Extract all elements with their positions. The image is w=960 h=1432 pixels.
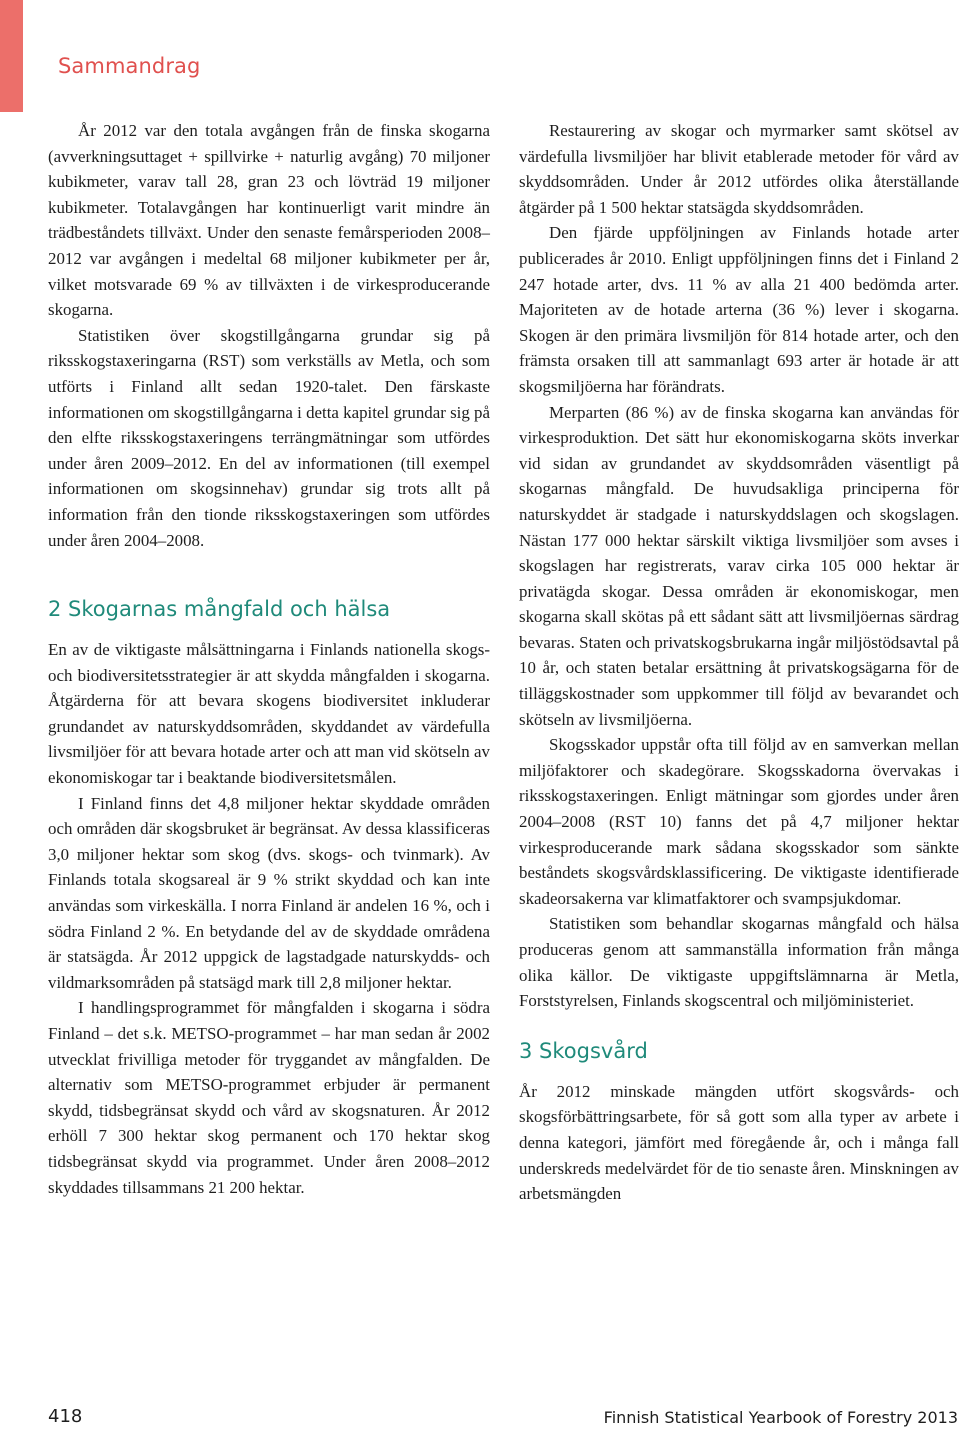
right-column xyxy=(519,118,959,1207)
body-paragraph: År 2012 minskade mängden utfört skogsvårds- och skogsförbättringsarbete, för så gott som alla typer av arbete i denna kategori, jämfört med föregående år, och i många fall underskreds medelvärdet för de tio senaste åren. Minskningen av arbetsmängden xyxy=(519,1081,959,1204)
body-paragraph: Skogsskador uppstår ofta till följd av en samverkan mellan miljöfaktorer och skadegörare. Skogsskadorna övervakas i riksskogstaxeringen. Enligt mätningar som gjordes under åren 2004–2008 (RST 10) fanns det på 4,7 miljoner hektar virkesproducerande mark sådana skogsskador som sänkte beståndets skogsvårdsklassificering. De viktigaste identifierade skadeorsakerna var klimatfaktorer och svampsjukdomar. xyxy=(519,735,959,908)
body-paragraph: Restaurering av skogar och myrmarker samt skötsel av värdefulla livsmiljöer har blivit etablerade metoder för vård av skyddsområden. Under år 2012 utfördes olika återställande åtgärder på 1 500 hektar statsägda skyddsområden. xyxy=(519,121,959,217)
publication-title: Finnish Statistical Yearbook of Forestry 2013 xyxy=(603,1408,958,1427)
body-paragraph: Den fjärde uppföljningen av Finlands hotade arter publicerades år 2010. Enligt uppföljningen finns det i Finland 2 247 hotade arter, dvs. 11 % av alla 21 400 bedömda arter. Majoriteten av de hotade arterna (36 %) lever i skogarna. Skogen är den primära livsmiljön för 814 hotade arter, och den främsta orsaken till att sammanlagt 693 arter är hotade är att skogsmiljöerna har förändrats. xyxy=(519,223,959,396)
page-number: 418 xyxy=(48,1406,83,1427)
chapter-color-band xyxy=(0,0,23,112)
body-paragraph: Merparten (86 %) av de finska skogarna kan användas för virkesproduktion. Det sätt hur ekonomiskogarna sköts inverkar vid sidan av grundandet av skyddsområden väsentligt på skogarnas mångfald. De huvudsakliga principerna för naturskyddet är stadgade i naturskyddslagen och skogslagen. Nästan 177 000 hektar särskilt viktiga livsmiljöer som avses i skogslagen har registrerats, varav cirka 105 000 hektar är privatägda skogar. Dessa områden är ekonomiskogar, men skogarna skall skötas på ett sådant sätt att livsmiljöernas särdrag bevaras. Staten och privatskogsbrukarna ingår miljöstödsavtal på 10 år, och staten betalar ersättning åt privatskogsägarna för de tilläggskostnader som uppkommer till följd av bevarandet och skötseln av livsmiljöerna. xyxy=(519,402,959,729)
body-paragraph: I Finland finns det 4,8 miljoner hektar skyddade områden och områden där skogsbruket är begränsat. Av dessa klassificeras 3,0 miljoner hektar som skog (dvs. skogs- och tvinmark). Av Finlands totala skogsareal är 9 % strikt skyddad och kan inte användas som virkeskälla. I norra Finland är andelen 16 %, och i södra Finland 2 %. En betydande del av de skyddade områdena är statsägda. År 2012 uppgick de lagstadgade naturskydds- och vildmarksområden på statsägd mark till 2,8 miljoner hektar. xyxy=(48,793,490,992)
body-paragraph: År 2012 var den totala avgången från de finska skogarna (avverkningsuttaget + spillvirke + naturlig avgång) 70 miljoner kubikmeter, varav tall 28, gran 23 och lövträd 19 miljoner kubikmeter. Totalavgången har kontinuerligt varit mindre än trädbeståndets tillväxt. Under den senaste femårsperioden 2008–2012 var avgången i medeltal 68 miljoner kubikmeter per år, vilket motsvarade 69 % av tillväxten i de virkesproducerande skogarna. xyxy=(48,121,490,320)
body-paragraph: En av de viktigaste målsättningarna i Finlands nationella skogs- och biodiversitetsstrategier är att skydda mångfalden i skogarna. Åtgärderna för att bevara skogens biodiversitet inkluderar grundandet av naturskyddsområden, skyddandet av värdefulla livsmiljöer för att bevara hotade arter och att man vid skötseln av ekonomiskogar tar i beaktande biodiversitetsmålen. xyxy=(48,640,490,788)
left-column xyxy=(48,118,490,1200)
body-paragraph: Statistiken över skogstillgångarna grundar sig på riksskogstaxeringarna (RST) som verkställs av Metla, och som utförts i Finland allt sedan 1920-talet. Den färskaste informationen om skogstillgångarna i detta kapitel grundar sig på den elfte riksskogstaxeringens terrängmätningar som utfördes under åren 2009–2012. En del av informationen (till exempel informationen om skogsinnehav) grundar sig trots allt på information från den tionde riksskogstaxeringen som utfördes under åren 2004–2008. xyxy=(48,325,490,550)
section-heading-3: 3 Skogsvård xyxy=(519,1038,648,1063)
section-heading-2: 2 Skogarnas mångfald och hälsa xyxy=(48,597,391,622)
page-title: Sammandrag xyxy=(58,54,201,78)
body-paragraph: I handlingsprogrammet för mångfalden i skogarna i södra Finland – det s.k. METSO-programmet – har man sedan år 2002 utvecklat frivilliga metoder för tryggandet av mångfalden. De alternativ som METSO-programmet erbjuder är permanent skydd, tidsbegränsat skydd och vård av skogsnaturen. År 2012 erhöll 7 300 hektar skog permanent och 170 hektar skog tidsbegränsat skydd via programmet. Under åren 2008–2012 skyddades tillsammans 21 200 hektar. xyxy=(48,998,490,1197)
body-paragraph: Statistiken som behandlar skogarnas mångfald och hälsa produceras genom att sammanställa information från många olika källor. De viktigaste uppgiftslämnarna är Metla, Forststyrelsen, Finlands skogscentral och miljöministeriet. xyxy=(519,914,959,1011)
